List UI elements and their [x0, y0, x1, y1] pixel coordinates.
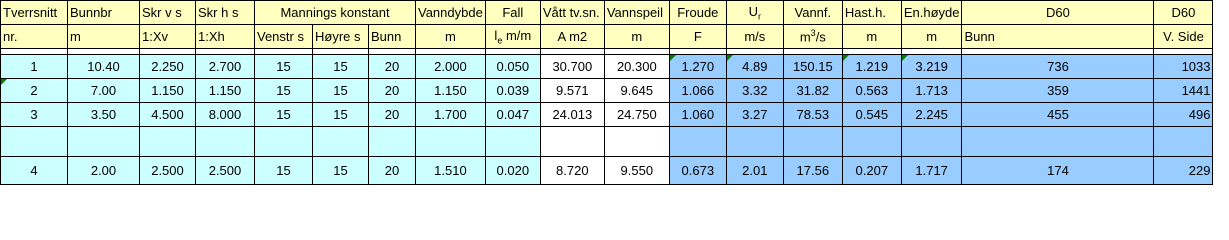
- cell-skrh[interactable]: 8.000: [196, 103, 255, 127]
- cell-skrv[interactable]: 4.500: [140, 103, 196, 127]
- cell-en[interactable]: 3.219: [901, 55, 962, 79]
- cell-vannf[interactable]: 150.15: [783, 55, 842, 79]
- col-tverrsnitt[interactable]: Tverrsnitt: [1, 1, 68, 25]
- unit-d60-bunn[interactable]: Bunn: [962, 25, 1154, 49]
- cell-bunnbr[interactable]: 3.50: [68, 103, 140, 127]
- cell-vannf[interactable]: 31.82: [783, 79, 842, 103]
- cell-froude[interactable]: 1.066: [669, 79, 726, 103]
- empty-cell[interactable]: [726, 127, 783, 157]
- col-vanndybde[interactable]: Vanndybde: [416, 1, 486, 25]
- cell-nr[interactable]: 4: [1, 157, 68, 185]
- cell-d60-bunn[interactable]: 174: [962, 157, 1154, 185]
- u-label: U: [748, 3, 759, 19]
- col-skr-v[interactable]: Skr v s: [140, 1, 196, 25]
- col-vannf[interactable]: Vannf.: [783, 1, 842, 25]
- cell-vannf[interactable]: 78.53: [783, 103, 842, 127]
- fall-unit: m/m: [502, 27, 532, 43]
- cell-vannspeil[interactable]: 9.645: [604, 79, 669, 103]
- unit-flow[interactable]: [783, 25, 842, 49]
- cell-u[interactable]: 4.89: [726, 55, 783, 79]
- cell-hoyre[interactable]: 15: [313, 157, 369, 185]
- unit-en[interactable]: m: [901, 25, 962, 49]
- empty-cell[interactable]: [255, 127, 313, 157]
- cell-bunnbr[interactable]: 10.40: [68, 55, 140, 79]
- cell-bunn[interactable]: 20: [369, 55, 416, 79]
- cell-d60-bunn[interactable]: 736: [962, 55, 1154, 79]
- col-bunnbr[interactable]: Bunnbr: [68, 1, 140, 25]
- cell-d60-side[interactable]: 229: [1154, 157, 1213, 185]
- empty-cell[interactable]: [1, 127, 68, 157]
- empty-cell[interactable]: [604, 127, 669, 157]
- col-u[interactable]: [726, 1, 783, 25]
- header-row-2: [1, 25, 1213, 49]
- cell-skrh[interactable]: 2.700: [196, 55, 255, 79]
- col-vannspeil[interactable]: Vannspeil: [604, 1, 669, 25]
- cell-froude[interactable]: 1.060: [669, 103, 726, 127]
- cell-d60-side[interactable]: 1033: [1154, 55, 1213, 79]
- cell-d60-side[interactable]: 1441: [1154, 79, 1213, 103]
- col-vatt[interactable]: Vått tv.sn.: [540, 1, 604, 25]
- cell-hoyre[interactable]: 15: [313, 55, 369, 79]
- cell-hast[interactable]: 1.219: [842, 55, 901, 79]
- cell-vanndybde[interactable]: 1.510: [416, 157, 486, 185]
- empty-cell[interactable]: [901, 127, 962, 157]
- cell-vannspeil[interactable]: 20.300: [604, 55, 669, 79]
- cell-skrv[interactable]: 1.150: [140, 79, 196, 103]
- cell-vanndybde[interactable]: 1.150: [416, 79, 486, 103]
- cell-venstr[interactable]: 15: [255, 103, 313, 127]
- cell-skrv[interactable]: 2.250: [140, 55, 196, 79]
- cell-bunn[interactable]: 20: [369, 79, 416, 103]
- cell-u[interactable]: 2.01: [726, 157, 783, 185]
- unit-froude[interactable]: F: [669, 25, 726, 49]
- table-row: [1, 55, 1213, 79]
- unit-nr[interactable]: nr.: [1, 25, 68, 49]
- cell-d60-bunn[interactable]: 359: [962, 79, 1154, 103]
- cell-skrv[interactable]: 2.500: [140, 157, 196, 185]
- fall-subscript: e: [497, 35, 503, 46]
- cell-nr[interactable]: 2: [1, 79, 68, 103]
- cell-hoyre[interactable]: 15: [313, 103, 369, 127]
- fall-l: l: [494, 27, 498, 43]
- cell-fall[interactable]: 0.020: [485, 157, 540, 185]
- cell-nr[interactable]: 1: [1, 55, 68, 79]
- cell-bunnbr[interactable]: 7.00: [68, 79, 140, 103]
- empty-cell[interactable]: [669, 127, 726, 157]
- header-row-1: [1, 1, 1213, 25]
- empty-cell[interactable]: [962, 127, 1154, 157]
- empty-cell[interactable]: [416, 127, 486, 157]
- col-mannings[interactable]: Mannings konstant: [255, 1, 416, 25]
- cell-froude[interactable]: 1.270: [669, 55, 726, 79]
- cell-d60-bunn[interactable]: 455: [962, 103, 1154, 127]
- cell-vannspeil[interactable]: 9.550: [604, 157, 669, 185]
- cell-en[interactable]: 1.717: [901, 157, 962, 185]
- empty-cell[interactable]: [783, 127, 842, 157]
- empty-cell[interactable]: [540, 127, 604, 157]
- cell-hast[interactable]: 0.207: [842, 157, 901, 185]
- empty-cell[interactable]: [1154, 127, 1213, 157]
- cell-venstr[interactable]: 15: [255, 55, 313, 79]
- cell-bunn[interactable]: 20: [369, 103, 416, 127]
- cell-vanndybde[interactable]: 1.700: [416, 103, 486, 127]
- cell-u[interactable]: 3.32: [726, 79, 783, 103]
- unit-hast[interactable]: m: [842, 25, 901, 49]
- flow-unit-m: m: [799, 29, 811, 45]
- flow-unit-s: /s: [815, 29, 826, 45]
- unit-fall[interactable]: [485, 25, 540, 49]
- cell-venstr[interactable]: 15: [255, 157, 313, 185]
- unit-vannspeil[interactable]: m: [604, 25, 669, 49]
- unit-vanndybde[interactable]: m: [416, 25, 486, 49]
- unit-d60-side[interactable]: V. Side: [1154, 25, 1213, 49]
- u-subscript: r: [758, 11, 762, 22]
- cell-hast[interactable]: 0.545: [842, 103, 901, 127]
- unit-velocity[interactable]: m/s: [726, 25, 783, 49]
- col-en[interactable]: En.høyde: [901, 1, 962, 25]
- col-fall[interactable]: Fall: [485, 1, 540, 25]
- cell-froude[interactable]: 0.673: [669, 157, 726, 185]
- cell-bunn[interactable]: 20: [369, 157, 416, 185]
- cell-venstr[interactable]: 15: [255, 79, 313, 103]
- empty-cell[interactable]: [842, 127, 901, 157]
- unit-bunnbr[interactable]: m: [68, 25, 140, 49]
- cell-hast[interactable]: 0.563: [842, 79, 901, 103]
- empty-cell[interactable]: [68, 127, 140, 157]
- cell-en[interactable]: 1.713: [901, 79, 962, 103]
- empty-cell[interactable]: [313, 127, 369, 157]
- col-d60-side[interactable]: D60: [1154, 1, 1213, 25]
- cell-vannspeil[interactable]: 24.750: [604, 103, 669, 127]
- cell-nr[interactable]: 3: [1, 103, 68, 127]
- table-row: [1, 157, 1213, 185]
- cell-vatt[interactable]: 8.720: [540, 157, 604, 185]
- cell-bunnbr[interactable]: 2.00: [68, 157, 140, 185]
- empty-row: [1, 127, 1213, 157]
- flow-unit-sup: 3: [810, 28, 816, 39]
- cell-fall[interactable]: 0.047: [485, 103, 540, 127]
- cell-vatt[interactable]: 9.571: [540, 79, 604, 103]
- empty-cell[interactable]: [369, 127, 416, 157]
- unit-area[interactable]: A m2: [540, 25, 604, 49]
- col-hast[interactable]: Hast.h.: [842, 1, 901, 25]
- unit-xh[interactable]: 1:Xh: [196, 25, 255, 49]
- cell-fall[interactable]: 0.039: [485, 79, 540, 103]
- col-skr-h[interactable]: Skr h s: [196, 1, 255, 25]
- cell-hoyre[interactable]: 15: [313, 79, 369, 103]
- table-row: [1, 103, 1213, 127]
- empty-cell[interactable]: [485, 127, 540, 157]
- cell-u[interactable]: 3.27: [726, 103, 783, 127]
- unit-venstr[interactable]: Venstr s: [255, 25, 313, 49]
- cell-skrh[interactable]: 2.500: [196, 157, 255, 185]
- cell-vatt[interactable]: 30.700: [540, 55, 604, 79]
- cell-d60-side[interactable]: 496: [1154, 103, 1213, 127]
- cell-en[interactable]: 2.245: [901, 103, 962, 127]
- empty-cell[interactable]: [140, 127, 196, 157]
- cell-fall[interactable]: 0.050: [485, 55, 540, 79]
- empty-cell[interactable]: [196, 127, 255, 157]
- cell-vatt[interactable]: 24.013: [540, 103, 604, 127]
- unit-hoyre[interactable]: Høyre s: [313, 25, 369, 49]
- cell-skrh[interactable]: 1.150: [196, 79, 255, 103]
- cell-vanndybde[interactable]: 2.000: [416, 55, 486, 79]
- cell-vannf[interactable]: 17.56: [783, 157, 842, 185]
- table-row: [1, 79, 1213, 103]
- unit-xv[interactable]: 1:Xv: [140, 25, 196, 49]
- col-froude[interactable]: Froude: [669, 1, 726, 25]
- col-d60-bunn[interactable]: D60: [962, 1, 1154, 25]
- unit-bunn[interactable]: Bunn: [369, 25, 416, 49]
